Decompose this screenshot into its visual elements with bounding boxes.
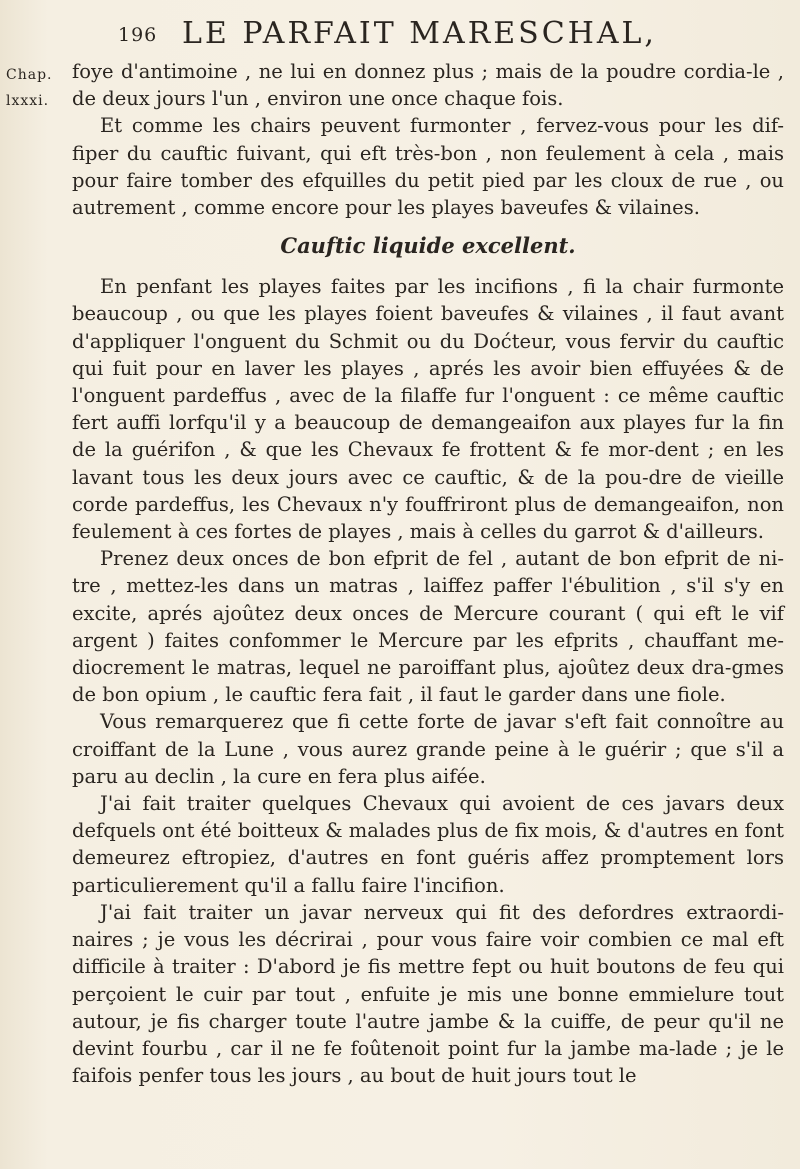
margin-chapter-note — [6, 62, 66, 114]
paragraph-4: Prenez deux onces de bon efprit de fel , autant de bon efprit de ni-tre , mettez-les dans un matras , laiffez paffer l'ébulition , s'il s'y en excite, aprés ajoûtez deux onces de Mercure courant ( qui eft le vif argent ) faites confommer le Mercure par les efprits , chauffant me-diocrement le matras, lequel ne paroiffant plus, ajoûtez deux dra-gmes de bon opium , le cauftic fera fait , il faut le garder dans une fiole. — [72, 547, 784, 707]
paragraph-6: J'ai fait traiter quelques Chevaux qui avoient de ces javars deux defquels ont été boitteux & malades plus de fix mois, & d'autres en font demeurez eftropiez, d'autres en font guéris affez promptement lors particulierement qu'il a fallu faire l'incifion. — [72, 792, 784, 897]
chapter-number: lxxxi. — [6, 93, 50, 109]
page-header — [118, 14, 758, 54]
chapter-label: Chap. — [6, 67, 53, 83]
running-title: LE PARFAIT MARESCHAL, — [182, 16, 657, 51]
body-text — [72, 58, 784, 1089]
paragraph-3: En penfant les playes faites par les incifions , fi la chair furmonte beaucoup , ou que les playes foient baveufes & vilaines , il faut avant d'appliquer l'onguent du Schmit ou du Doćteur, vous fervir du cauftic qui fuit pour en laver les playes , aprés les avoir bien effuyées & de l'onguent pardeffus , avec de la filaffe fur l'onguent : ce même cauftic fert auffi lorfqu'il y a beaucoup de demangeaifon aux playes fur la fin de la guérifon , & que les Chevaux fe frottent & fe mor-dent ; en les lavant tous les deux jours avec ce cauftic, & de la pou-dre de vieille corde pardeffus, les Chevaux n'y fouffriront plus de demangeaifon, non feulement à ces fortes de playes , mais à celles du garrot & d'ailleurs. — [72, 275, 784, 544]
page-number: 196 — [118, 24, 158, 46]
section-heading: Cauftic liquide excellent. — [280, 233, 576, 259]
paragraph-2: Et comme les chairs peuvent furmonter , fervez-vous pour les dif-fiper du cauftic fuivant, qui eft très-bon , non feulement à cela , mais pour faire tomber des efquilles du petit pied par les cloux de rue , ou autrement , comme encore pour les playes baveufes & vilaines. — [72, 114, 784, 220]
paragraph-7: J'ai fait traiter un javar nerveux qui fit des defordres extraordi-naires ; je vous les décrirai , pour vous faire voir combien ce mal eft difficile à traiter : D'abord je fis mettre fept ou huit boutons de feu qui perçoient le cuir par tout , enfuite je mis une bonne emmielure tout autour, je fis charger toute l'autre jambe & la cuiffe, de peur qu'il ne devint fourbu , car il ne fe foûtenoit point fur la jambe ma-lade ; je le faifois penfer tous les jours , au bout de huit jours tout le — [72, 900, 784, 1088]
paragraph-5: Vous remarquerez que fi cette forte de javar s'eft fait connoître au croiffant de la Lune , vous aurez grande peine à le guérir ; que s'il a paru au declin , la cure en fera plus aifée. — [72, 710, 784, 788]
paragraph-1: foye d'antimoine , ne lui en donnez plus ; mais de la poudre cordia-le , de deux jours l'un , environ une once chaque fois. — [72, 60, 784, 111]
